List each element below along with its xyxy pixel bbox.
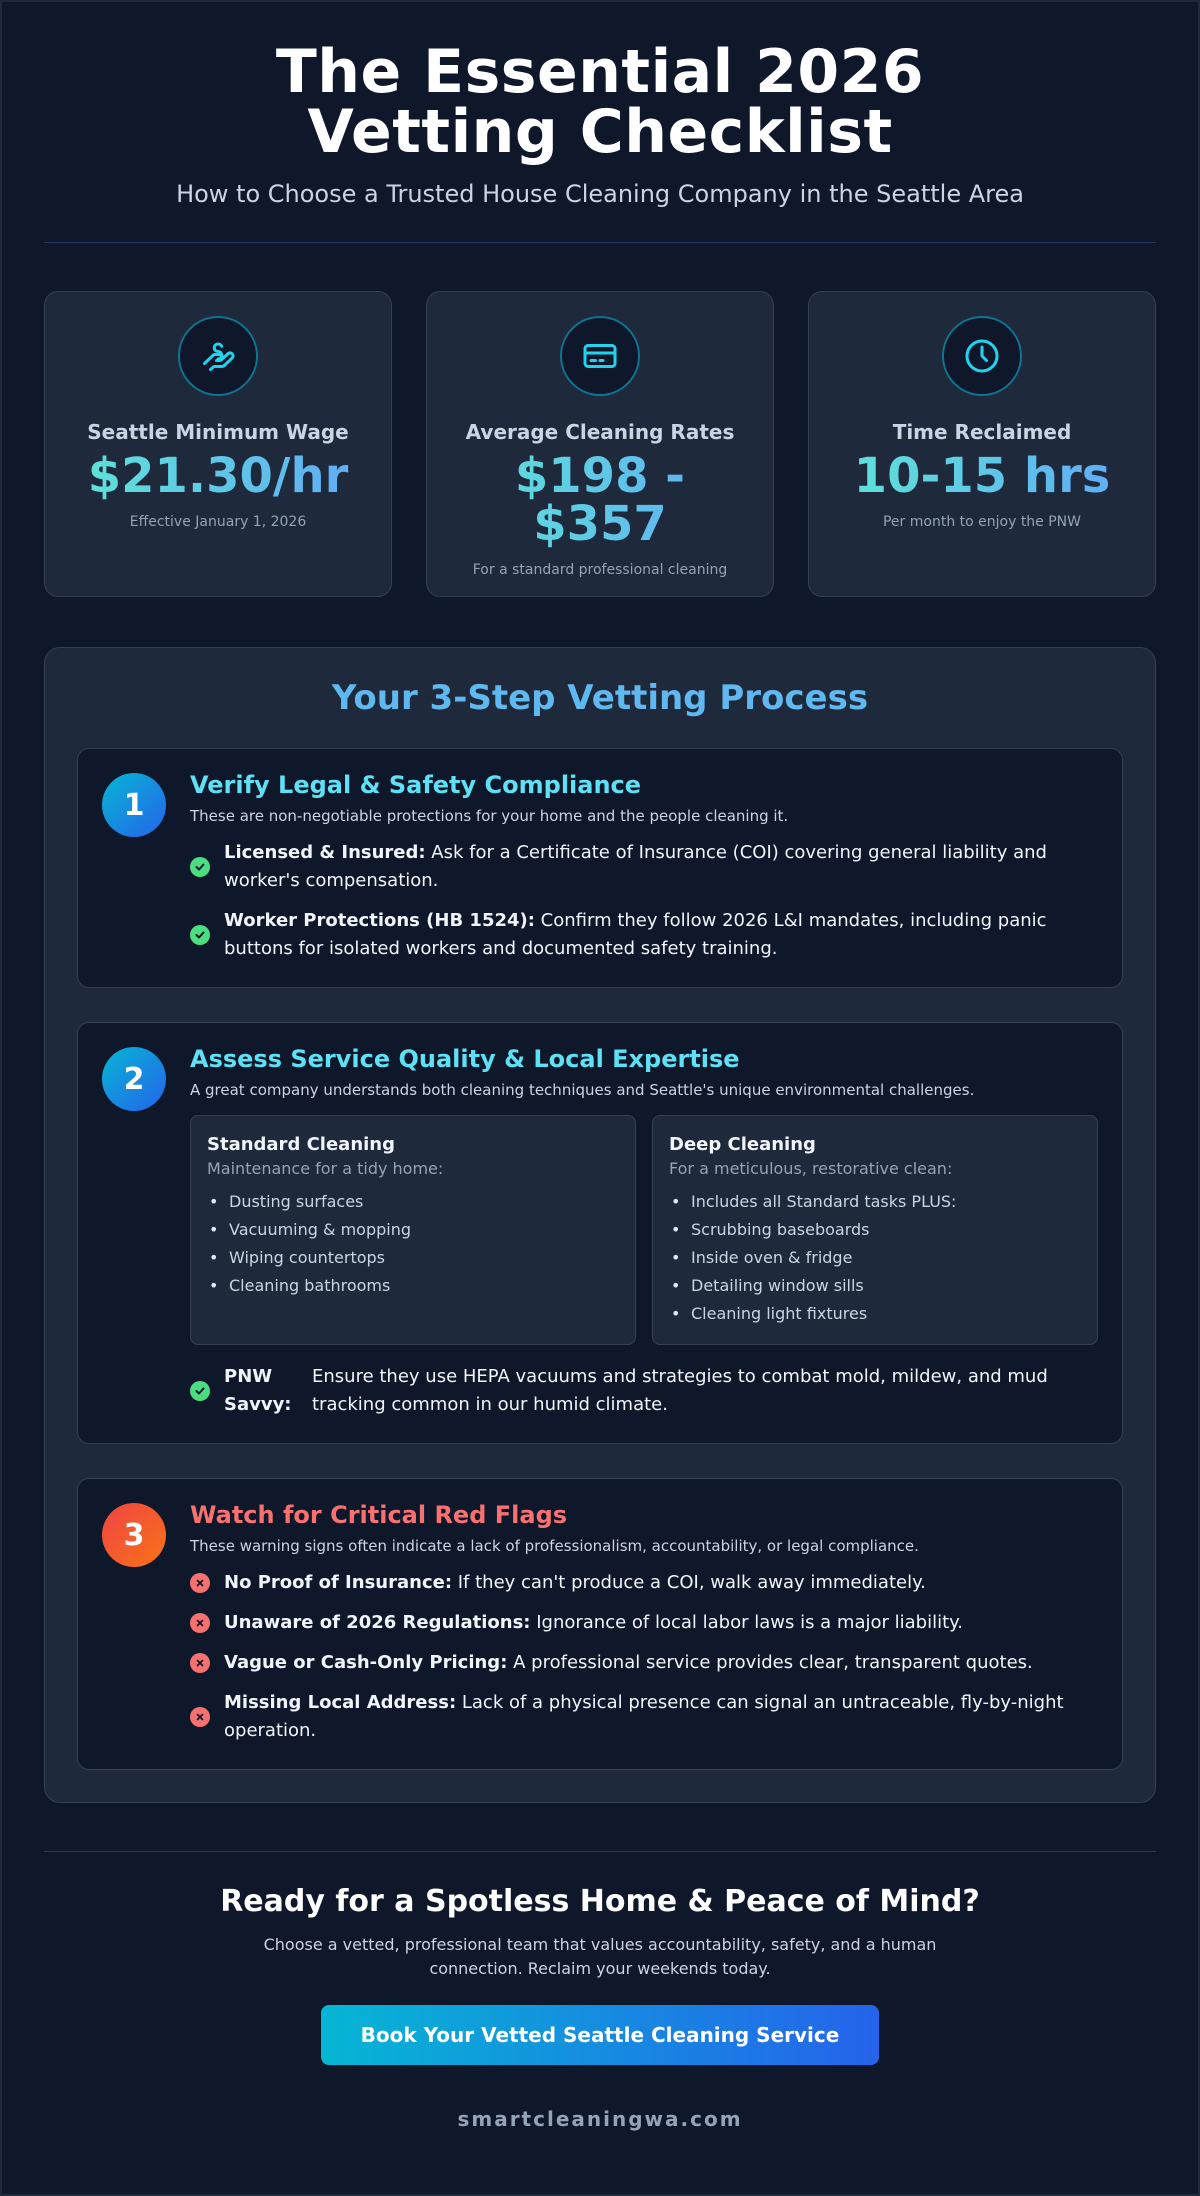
cta-text: Choose a vetted, professional team that values accountability, safety, and a human connection. Reclaim your weekends today.	[263, 1935, 937, 1978]
red-flag-text: Unaware of 2026 Regulations: Ignorance of local labor laws is a major liability.	[224, 1612, 963, 1633]
card-subtitle: Maintenance for a tidy home:	[207, 1159, 444, 1178]
cleaning-types	[190, 1115, 1098, 1345]
stat-note: Effective January 1, 2026	[129, 514, 307, 530]
red-flag-list	[190, 1569, 1098, 1745]
vetting-process-section	[44, 647, 1156, 1803]
red-flag-item	[190, 1609, 1098, 1637]
book-service-button[interactable]: Book Your Vetted Seattle Cleaning Service	[321, 2005, 879, 2065]
stat-label: Seattle Minimum Wage	[87, 420, 349, 444]
list-item: • Scrubbing baseboards	[669, 1216, 1081, 1244]
red-flag-text: Vague or Cash-Only Pricing: A professional service provides clear, transparent quotes.	[224, 1652, 1033, 1673]
step-description: These are non-negotiable protections for your home and the people cleaning it.	[190, 807, 789, 825]
list-item: • Cleaning light fixtures	[669, 1300, 1081, 1328]
stat-card-time-reclaimed	[808, 291, 1156, 597]
step-number-badge: 1	[102, 773, 166, 837]
clock-icon	[942, 316, 1022, 396]
stat-card-cleaning-rates	[426, 291, 774, 597]
list-item: • Includes all Standard tasks PLUS:	[669, 1188, 1081, 1216]
step-title: Watch for Critical Red Flags	[190, 1501, 568, 1529]
cta-title: Ready for a Spotless Home & Peace of Mind?	[220, 1884, 980, 1919]
checklist-item	[190, 839, 1098, 895]
credit-card-icon	[560, 316, 640, 396]
stat-note: Per month to enjoy the PNW	[882, 514, 1082, 530]
card-subtitle: For a meticulous, restorative clean:	[669, 1159, 953, 1178]
checklist-item-text: Worker Protections (HB 1524): Confirm they follow 2026 L&I mandates, including panic buttons for isolated workers and documented safety training.	[224, 910, 1047, 959]
step-description: These warning signs often indicate a lack of professionalism, accountability, or legal compliance.	[190, 1537, 919, 1555]
list-item: • Dusting surfaces	[207, 1188, 619, 1216]
stat-value: 10-15 hrs	[809, 452, 1155, 500]
step-title: Verify Legal & Safety Compliance	[190, 771, 642, 799]
hero	[44, 2, 1156, 208]
call-to-action	[44, 1852, 1156, 2065]
step-card-red-flags	[77, 1478, 1123, 1770]
x-circle-icon	[190, 1573, 210, 1593]
list-item: • Inside oven & fridge	[669, 1244, 1081, 1272]
x-circle-icon	[190, 1613, 210, 1633]
red-flag-item	[190, 1689, 1098, 1745]
money-hand-icon	[178, 316, 258, 396]
section-title: Your 3-Step Vetting Process	[331, 678, 869, 718]
stat-value: $198 - $357	[427, 452, 773, 548]
stat-label: Time Reclaimed	[892, 420, 1072, 444]
stat-card-minimum-wage	[44, 291, 392, 597]
stat-note: For a standard professional cleaning	[472, 562, 728, 578]
check-circle-icon	[190, 857, 210, 877]
stat-value: $21.30/hr	[45, 452, 391, 500]
red-flag-item	[190, 1649, 1098, 1677]
x-circle-icon	[190, 1707, 210, 1727]
page-subtitle: How to Choose a Trusted House Cleaning Company in the Seattle Area	[176, 180, 1024, 208]
footer-site-link[interactable]: smartcleaningwa.com	[457, 2107, 743, 2131]
stat-label: Average Cleaning Rates	[465, 420, 735, 444]
step-title: Assess Service Quality & Local Expertise	[190, 1045, 740, 1073]
list-item: • Vacuuming & mopping	[207, 1216, 619, 1244]
checklist-item	[190, 907, 1098, 963]
check-circle-icon	[190, 1381, 210, 1401]
header-divider	[44, 242, 1156, 243]
list-item: • Cleaning bathrooms	[207, 1272, 619, 1300]
step-description: A great company understands both cleaning techniques and Seattle's unique environmental challenges.	[190, 1081, 975, 1099]
red-flag-text: Missing Local Address: Lack of a physical presence can signal an untraceable, fly-by-night operation.	[224, 1692, 1064, 1741]
standard-cleaning-card	[190, 1115, 636, 1345]
task-list	[669, 1188, 1081, 1328]
checklist	[190, 839, 1098, 963]
page-title: The Essential 2026 Vetting Checklist	[275, 37, 925, 167]
task-list	[207, 1188, 619, 1300]
pnw-label: PNW Savvy:	[224, 1366, 292, 1415]
list-item: • Detailing window sills	[669, 1272, 1081, 1300]
red-flag-text: No Proof of Insurance: If they can't produce a COI, walk away immediately.	[224, 1572, 926, 1593]
list-item: • Wiping countertops	[207, 1244, 619, 1272]
check-circle-icon	[190, 925, 210, 945]
red-flag-item	[190, 1569, 1098, 1597]
step-number-badge: 2	[102, 1047, 166, 1111]
card-title: Standard Cleaning	[207, 1134, 396, 1155]
x-circle-icon	[190, 1653, 210, 1673]
checklist-item-pnw	[190, 1363, 1098, 1419]
step-card-legal-safety	[77, 748, 1123, 988]
step-card-service-quality	[77, 1022, 1123, 1444]
checklist-item-text: Licensed & Insured: Ask for a Certificate of Insurance (COI) covering general liability and worker's compensation.	[224, 842, 1047, 891]
card-title: Deep Cleaning	[669, 1134, 816, 1155]
step-number-badge: 3	[102, 1503, 166, 1567]
stats-row	[44, 291, 1156, 597]
deep-cleaning-card	[652, 1115, 1098, 1345]
pnw-text: Ensure they use HEPA vacuums and strategies to combat mold, mildew, and mud tracking common in our humid climate.	[312, 1366, 1048, 1415]
